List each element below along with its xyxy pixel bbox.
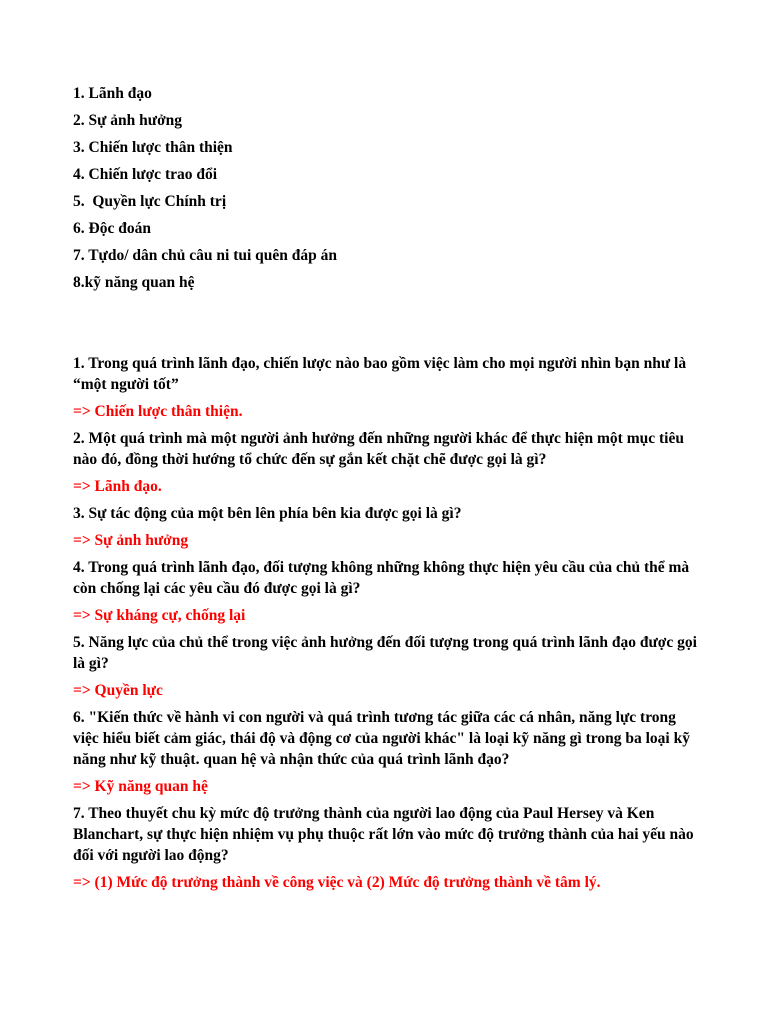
list-item: 5. Quyền lực Chính trị (73, 193, 227, 210)
answer-text: => (1) Mức độ trưởng thành về công việc và (2) Mức độ trưởng thành về tâm lý. (73, 874, 601, 891)
question-text: 5. Năng lực của chủ thể trong việc ảnh hưởng đến đối tượng trong quá trình lãnh đạo được gọi là gì? (73, 634, 697, 672)
list-item: 1. Lãnh đạo (73, 85, 152, 102)
list-item: 2. Sự ảnh hưởng (73, 112, 183, 129)
answer-text: => Lãnh đạo. (73, 478, 162, 495)
question-text: 1. Trong quá trình lãnh đạo, chiến lược nào bao gồm việc làm cho mọi người nhìn bạn như là “một người tốt” (73, 355, 687, 393)
topic-list (73, 84, 713, 300)
answer-text: => Kỹ năng quan hệ (73, 778, 208, 795)
question-text: 4. Trong quá trình lãnh đạo, đối tượng không những không thực hiện yêu cầu của chủ thể mà còn chống lại các yêu cầu đó được gọi là gì? (73, 559, 690, 597)
answer-text: => Sự ảnh hưởng (73, 532, 189, 549)
question-text: 3. Sự tác động của một bên lên phía bên kia được gọi là gì? (73, 505, 462, 522)
list-item: 3. Chiến lược thân thiện (73, 139, 233, 156)
answer-text: => Quyền lực (73, 682, 163, 699)
list-item: 4. Chiến lược trao đổi (73, 166, 218, 183)
question-text: 6. "Kiến thức về hành vi con người và quá trình tương tác giữa các cá nhân, năng lực trong việc hiểu biết cảm giác, thái độ và động cơ của người khác" là loại kỹ năng gì trong ba loại kỹ năng như kỹ thuật. quan hệ và nhận thức của quá trình lãnh đạo? (73, 709, 690, 768)
list-item: 7. Tựdo/ dân chủ câu ni tui quên đáp án (73, 247, 338, 264)
answer-text: => Sự kháng cự, chống lại (73, 607, 246, 624)
list-item: 8.kỹ năng quan hệ (73, 274, 195, 291)
question-answer-section (73, 353, 701, 899)
question-text: 2. Một quá trình mà một người ảnh hưởng đến những người khác để thực hiện một mục tiêu nào đó, đồng thời hướng tổ chức đến sự gắn kết chặt chẽ được gọi là gì? (73, 430, 684, 468)
list-item: 6. Độc đoán (73, 220, 151, 237)
answer-text: => Chiến lược thân thiện. (73, 403, 243, 420)
question-text: 7. Theo thuyết chu kỳ mức độ trưởng thành của người lao động của Paul Hersey và Ken Blanchart, sự thực hiện nhiệm vụ phụ thuộc rất lớn vào mức độ trưởng thành của hai yếu nào đối với người lao động? (73, 805, 694, 864)
